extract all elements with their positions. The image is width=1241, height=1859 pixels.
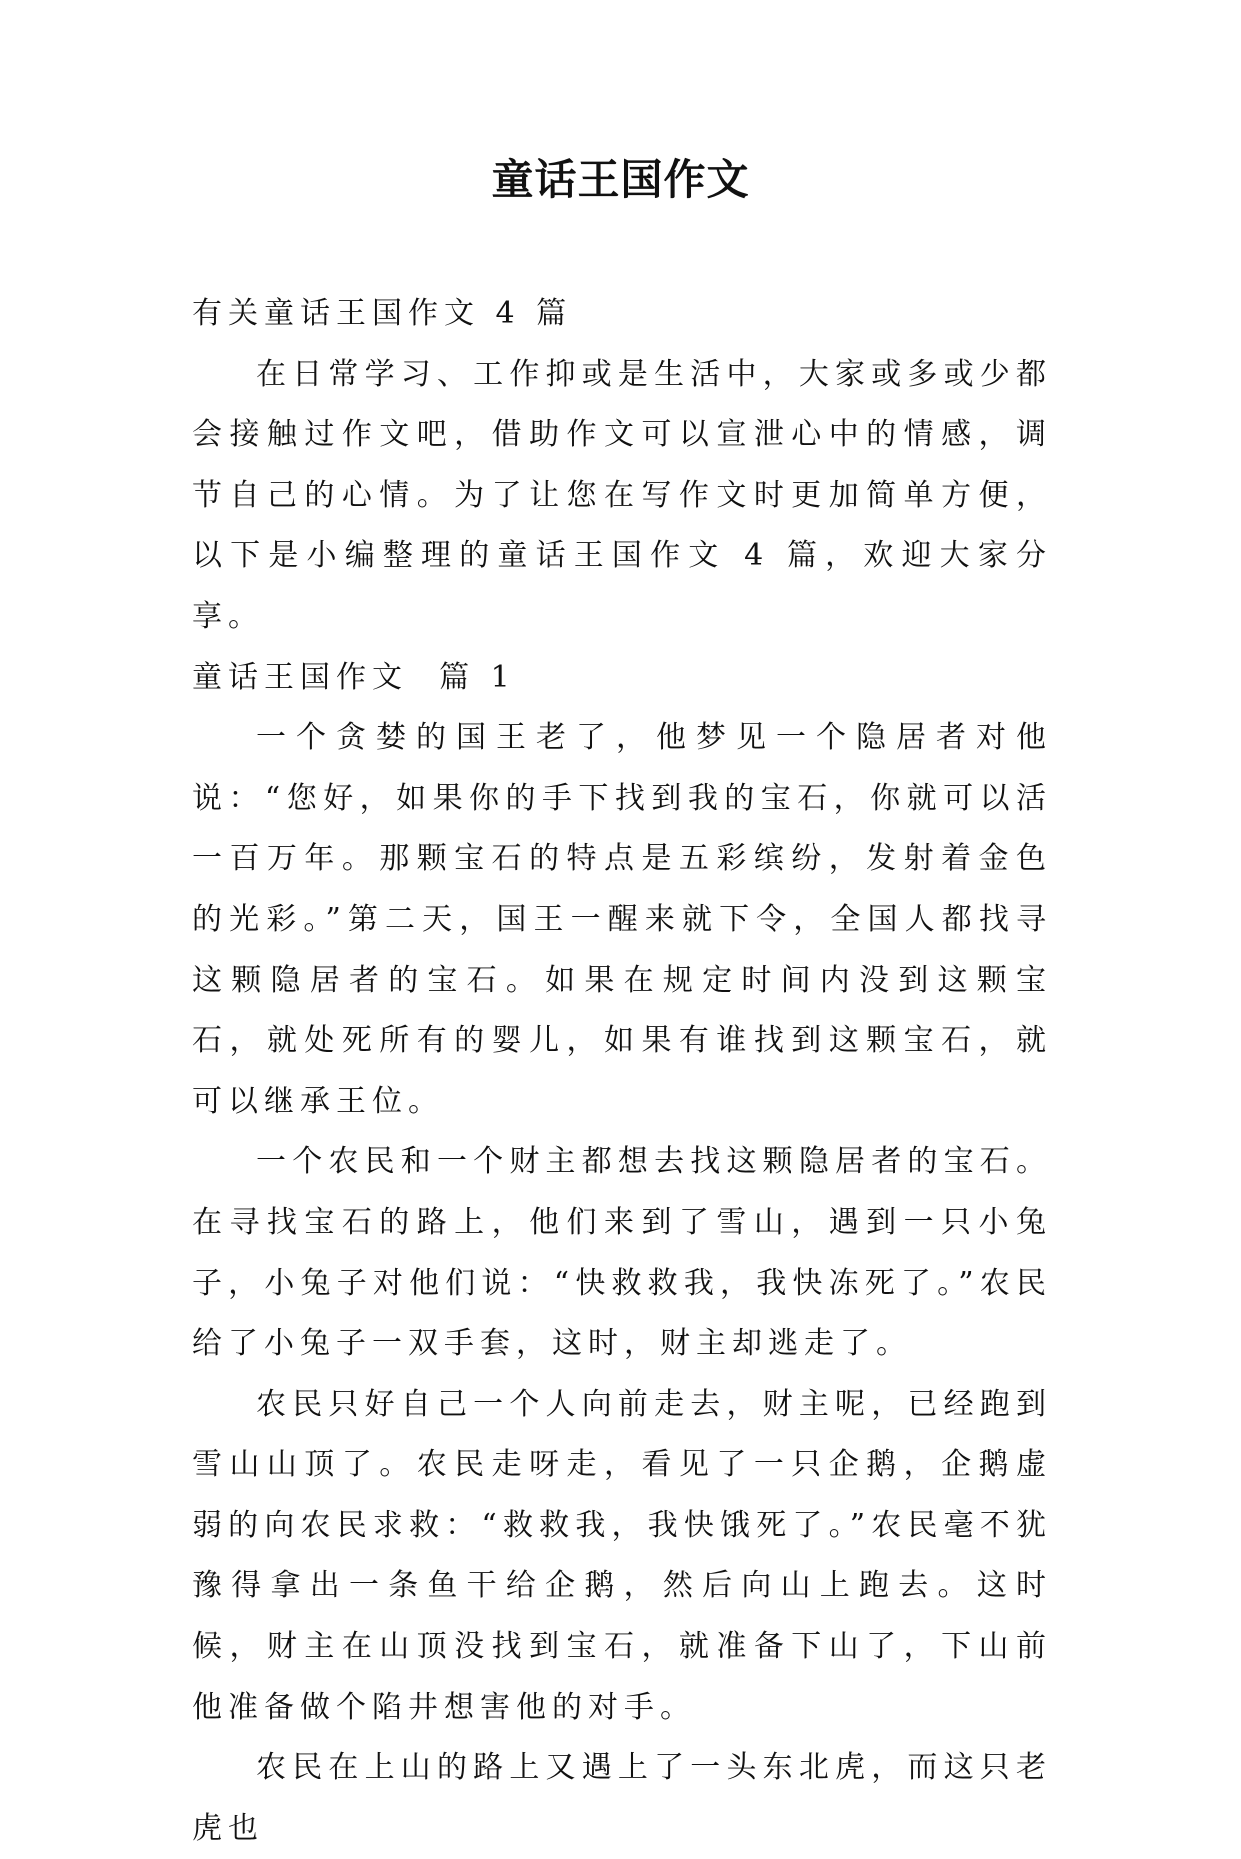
document-subtitle: 有关童话王国作文 4 篇 xyxy=(192,296,573,331)
story-paragraph: 农民在上山的路上又遇上了一头东北虎，而这只老虎也 xyxy=(192,1750,1052,1846)
story-paragraph: 农民只好自己一个人向前走去，财主呢，已经跑到雪山山顶了。农民走呀走，看见了一只企鹅，企鹅虚弱的向农民求救：“救救我，我快饿死了。”农民毫不犹豫得拿出一条鱼干给企鹅，然后向山上跑去。这时候，财主在山顶没找到宝石，就准备下山了，下山前他准备做个陷井想害他的对手。 xyxy=(192,1386,1052,1725)
document-title: 童话王国作文 xyxy=(491,155,750,204)
story-paragraph: 一个贪婪的国王老了，他梦见一个隐居者对他说：“您好，如果你的手下找到我的宝石，你就可以活一百万年。那颗宝石的特点是五彩缤纷，发射着金色的光彩。”第二天，国王一醒来就下令，全国人都找寻这颗隐居者的宝石。如果在规定时间内没到这颗宝石，就处死所有的婴儿，如果有谁找到这颗宝石，就可以继承王位。 xyxy=(192,720,1052,1119)
section-heading: 童话王国作文 篇 1 xyxy=(192,659,516,695)
intro-paragraph: 在日常学习、工作抑或是生活中，大家或多或少都会接触过作文吧，借助作文可以宣泄心中的情感，调节自己的心情。为了让您在写作文时更加简单方便，以下是小编整理的童话王国作文 4 篇，欢迎大家分享。 xyxy=(192,356,1052,634)
story-paragraph: 一个农民和一个财主都想去找这颗隐居者的宝石。在寻找宝石的路上，他们来到了雪山，遇到一只小兔子，小兔子对他们说：“快救救我，我快冻死了。”农民给了小兔子一双手套，这时，财主却逃走了。 xyxy=(192,1144,1052,1362)
document-body xyxy=(192,284,1052,1859)
